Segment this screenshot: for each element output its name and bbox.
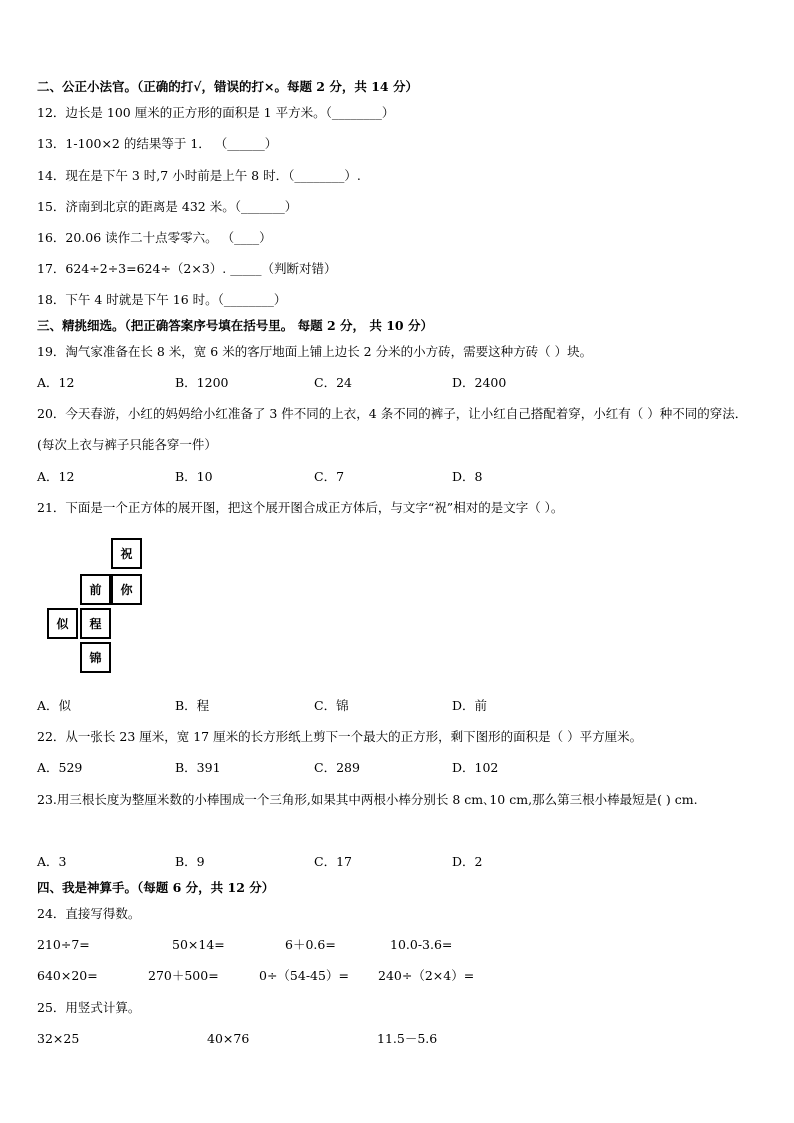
q22-option-b: B．391	[175, 760, 221, 775]
q19-option-b: B．1200	[175, 375, 229, 390]
question-19: 19．淘气家准备在长 8 米，宽 6 米的客厅地面上铺上边长 2 分米的小方砖，需要这种方砖（ ）块。	[37, 344, 593, 359]
section-3-title: 三、精挑细选。（把正确答案序号填在括号里。 每题 2 分， 共 10 分）	[37, 318, 433, 333]
section-2-title: 二、公正小法官。（正确的打√，错误的打×。每题 2 分，共 14 分）	[37, 79, 418, 94]
q20-option-b: B．10	[175, 469, 213, 484]
q22-option-d: D．102	[452, 760, 499, 775]
q23-option-a: A．3	[37, 854, 67, 869]
q20-option-d: D．8	[452, 469, 483, 484]
q19-option-d: D．2400	[452, 375, 507, 390]
vertical-calc-1: 32×25	[37, 1031, 80, 1046]
q21-option-b: B．程	[175, 698, 210, 713]
q21-option-a: A．似	[37, 698, 72, 713]
question-20: 20．今天春游，小红的妈妈给小红准备了 3 件不同的上衣，4 条不同的裤子，让小红自己搭配着穿，小红有（ ）种不同的穿法．(每次上衣与裤子只能各穿一件）	[37, 406, 748, 452]
calc-2-4: 240÷（2×4）=	[378, 968, 475, 983]
q23-option-d: D．2	[452, 854, 483, 869]
question-21: 21．下面是一个正方体的展开图，把这个展开图合成正方体后，与文字“祝”相对的是文字（ ）。	[37, 500, 564, 515]
question-13: 13．1-100×2 的结果等于 1． （______）	[37, 136, 278, 151]
vertical-calc-3: 11.5－5.6	[377, 1031, 438, 1046]
net-cell-zhu: 祝	[111, 538, 142, 569]
question-18: 18．下午 4 时就是下午 16 时。（________）	[37, 292, 287, 307]
question-14: 14．现在是下午 3 时,7 小时前是上午 8 时．（________）.	[37, 168, 361, 183]
vertical-calc-2: 40×76	[207, 1031, 250, 1046]
question-24: 24．直接写得数。	[37, 906, 141, 921]
calc-1-3: 6＋0.6=	[285, 937, 336, 952]
question-16: 16．20.06 读作二十点零零六。 （____）	[37, 230, 272, 245]
section-4-title: 四、我是神算手。（每题 6 分，共 12 分）	[37, 880, 275, 895]
q19-option-c: C．24	[314, 375, 352, 390]
question-23: 23.用三根长度为整厘米数的小棒围成一个三角形,如果其中两根小棒分别长 8 cm､10 cm,那么第三根小棒最短是( ) cm.	[37, 792, 698, 807]
calc-2-3: 0÷（54-45）=	[259, 968, 349, 983]
calc-1-2: 50×14=	[172, 937, 225, 952]
q21-option-d: D．前	[452, 698, 488, 713]
question-15: 15．济南到北京的距离是 432 米。（_______）	[37, 199, 298, 214]
net-cell-si: 似	[47, 608, 78, 639]
net-cell-qian: 前	[80, 574, 111, 605]
net-cell-jin: 锦	[80, 642, 111, 673]
calc-1-4: 10.0-3.6=	[390, 937, 453, 952]
q20-option-a: A．12	[37, 469, 75, 484]
question-25: 25．用竖式计算。	[37, 1000, 141, 1015]
net-cell-cheng: 程	[80, 608, 111, 639]
question-12: 12．边长是 100 厘米的正方形的面积是 1 平方米。（________）	[37, 105, 395, 120]
q21-option-c: C．锦	[314, 698, 349, 713]
q23-option-b: B．9	[175, 854, 205, 869]
q23-option-c: C．17	[314, 854, 352, 869]
q22-option-c: C．289	[314, 760, 360, 775]
calc-1-1: 210÷7=	[37, 937, 90, 952]
question-17: 17．624÷2÷3=624÷（2×3）. _____（判断对错）	[37, 261, 337, 276]
q22-option-a: A．529	[37, 760, 83, 775]
net-cell-ni: 你	[111, 574, 142, 605]
q20-option-c: C．7	[314, 469, 345, 484]
q19-option-a: A．12	[37, 375, 75, 390]
calc-2-2: 270＋500=	[148, 968, 219, 983]
calc-2-1: 640×20=	[37, 968, 98, 983]
question-22: 22．从一张长 23 厘米，宽 17 厘米的长方形纸上剪下一个最大的正方形，剩下图形的面积是（ ）平方厘米。	[37, 729, 643, 744]
